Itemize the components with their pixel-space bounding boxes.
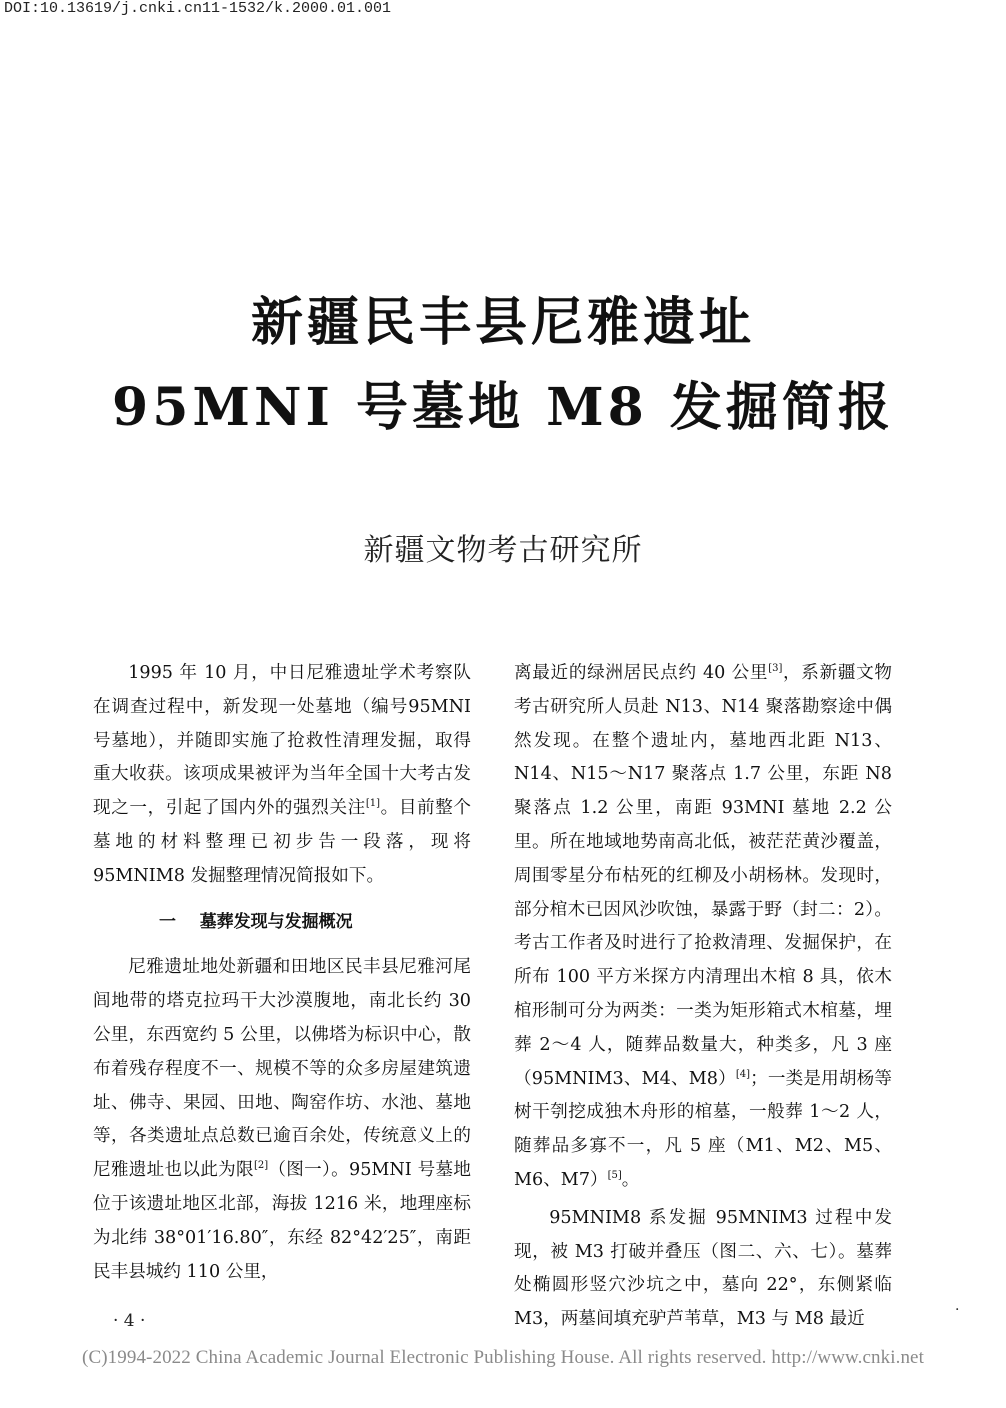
tomb-code: M8 [546,377,648,438]
page-number: · 4 · [113,1311,146,1331]
section-heading: 一 墓葬发现与发掘概况 [159,911,353,932]
title-cemetery: 号墓地 [355,378,524,438]
body-paragraph: 尼雅遗址地处新疆和田地区民丰县尼雅河尾闾地带的塔克拉玛干大沙漠腹地，南北长约 30 公里，东西宽约 5 公里，以佛塔为标识中心，散布着残存程度不一、规模不等的众多房屋建筑遗址、佛寺、果园、田地、陶窑作坊、水池、墓地等，各类遗址点总数已逾百余处，传统意义上的尼雅遗址也以此为限[2]（图一）。95MNI 号墓地位于该遗址地区北部，海拔 1216 米，地理座标为北纬 38°01′16.80″，东经 82°42′25″，南距民丰县城约 110 公里， [93,957,471,1282]
citation-3[interactable]: [3] [768,663,783,674]
citation-2[interactable]: [2] [253,1160,269,1172]
doi-line: DOI:10.13619/j.cnki.cn11-1532/k.2000.01.001 [4,0,392,17]
body-paragraph-m8: 95MNIM8 系发掘 95MNIM3 过程中发现，被 M3 打破并叠压（图二、六、七）。墓葬处椭圆形竖穴沙坑之中，墓向 22°，东侧紧临 M3，两墓间填充驴芦苇草，M3 与 M8 最近 [514,1207,892,1330]
right-column [514,657,892,1337]
margin-mark: · [955,1302,960,1318]
citation-5[interactable]: [5] [607,1169,622,1181]
citation-4[interactable]: [4] [735,1068,751,1080]
intro-paragraph: 1995 年 10 月，中日尼雅遗址学术考察队在调查过程中，新发现一处墓地（编号95MNI 号墓地），并随即实施了抢救性清理发掘，取得重大收获。该项成果被评为当年全国十大考古发现之一，引起了国内外的强烈关注[1]。目前整个墓地的材料整理已初步告一段落，现将 95MNIM8 发掘整理情况简报如下。 [93,663,471,886]
site-code: 95MNI [112,377,334,438]
body-paragraph-continued: 离最近的绿洲居民点约 40 公里[3]，系新疆文物考古研究所人员赴 N13、N14 聚落勘察途中偶然发现。在整个遗址内，墓地西北距 N13、N14、N15～N17 聚落点 1.7 公里，东距 N8 聚落点 1.2 公里，南距 93MNI 墓地 2.2 公里。所在地域地势南高北低，被茫茫黄沙覆盖，周围零星分布枯死的红柳及小胡杨林。发现时，部分棺木已因风沙吹蚀，暴露于野（封二：2）。考古工作者及时进行了抢救清理、发掘保护，在所布 100 平方米探方内清理出木棺 8 具，依木棺形制可分为两类：一类为矩形箱式木棺墓，埋葬 2～4 人，随葬品数量大，种类多，凡 3 座（95MNIM3、M4、M8）[4]；一类是用胡杨等树干刳挖成独木舟形的棺墓，一般葬 1～2 人，随葬品多寡不一，凡 5 座（M1、M2、M5、M6、M7）[5]。 [514,663,892,1190]
title-report: 发掘简报 [669,378,894,438]
title-line-1: 新疆民丰县尼雅遗址 [250,293,755,353]
author: 新疆文物考古研究所 [363,533,643,568]
citation-1[interactable]: [1] [365,798,381,810]
copyright-footer: (C)1994-2022 China Academic Journal Electronic Publishing House. All rights reserved. http://www.cnki.net [82,1347,924,1368]
left-column [93,657,471,1289]
title-line-2 [0,365,1006,440]
